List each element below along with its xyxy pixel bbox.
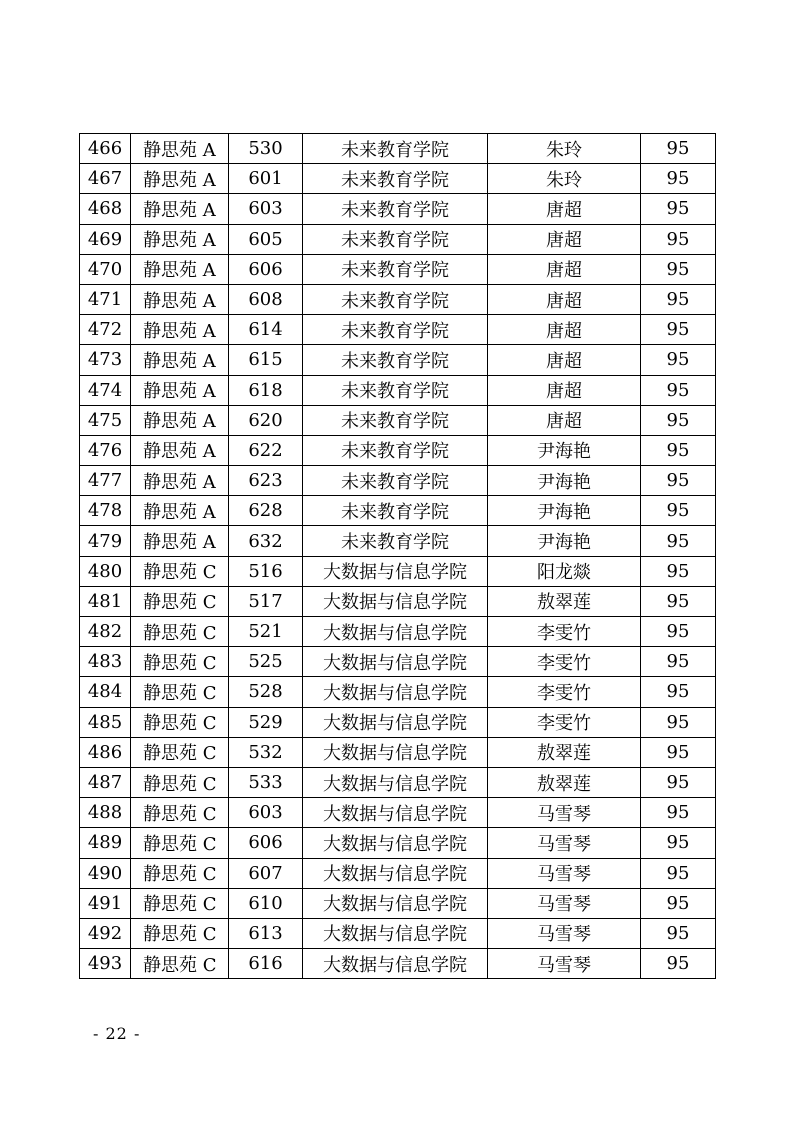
room-cell: 628 [229,496,303,526]
building-cell: 静思苑 A [131,496,229,526]
room-cell: 615 [229,345,303,375]
counselor-cell: 尹海艳 [488,526,641,556]
table-row [80,375,716,405]
room-cell: 607 [229,858,303,888]
table-row [80,949,716,979]
counselor-cell: 尹海艳 [488,496,641,526]
college-cell: 未来教育学院 [303,345,488,375]
room-cell: 632 [229,526,303,556]
college-cell: 未来教育学院 [303,224,488,254]
row-number-cell: 467 [80,164,131,194]
table-row [80,918,716,948]
building-cell: 静思苑 A [131,375,229,405]
row-number-cell: 474 [80,375,131,405]
score-cell: 95 [641,707,716,737]
table-row [80,888,716,918]
table-row [80,586,716,616]
building-cell: 静思苑 C [131,858,229,888]
row-number-cell: 485 [80,707,131,737]
row-number-cell: 472 [80,315,131,345]
row-number-cell: 481 [80,586,131,616]
college-cell: 未来教育学院 [303,526,488,556]
counselor-cell: 马雪琴 [488,798,641,828]
score-cell: 95 [641,918,716,948]
building-cell: 静思苑 A [131,345,229,375]
table-row [80,315,716,345]
room-cell: 606 [229,828,303,858]
college-cell: 大数据与信息学院 [303,918,488,948]
building-cell: 静思苑 A [131,435,229,465]
row-number-cell: 476 [80,435,131,465]
table-row [80,858,716,888]
row-number-cell: 483 [80,647,131,677]
counselor-cell: 敖翠莲 [488,737,641,767]
building-cell: 静思苑 A [131,164,229,194]
table-row [80,647,716,677]
college-cell: 大数据与信息学院 [303,586,488,616]
table-row [80,677,716,707]
counselor-cell: 唐超 [488,254,641,284]
table-row [80,254,716,284]
score-cell: 95 [641,526,716,556]
college-cell: 未来教育学院 [303,466,488,496]
counselor-cell: 李雯竹 [488,617,641,647]
row-number-cell: 492 [80,918,131,948]
row-number-cell: 477 [80,466,131,496]
college-cell: 未来教育学院 [303,194,488,224]
table-body [80,134,716,979]
row-number-cell: 471 [80,284,131,314]
counselor-cell: 尹海艳 [488,466,641,496]
building-cell: 静思苑 A [131,224,229,254]
table-row [80,284,716,314]
score-cell: 95 [641,767,716,797]
table-row [80,798,716,828]
college-cell: 未来教育学院 [303,405,488,435]
row-number-cell: 478 [80,496,131,526]
row-number-cell: 475 [80,405,131,435]
room-cell: 605 [229,224,303,254]
row-number-cell: 488 [80,798,131,828]
building-cell: 静思苑 C [131,949,229,979]
building-cell: 静思苑 A [131,526,229,556]
college-cell: 未来教育学院 [303,315,488,345]
counselor-cell: 李雯竹 [488,647,641,677]
row-number-cell: 466 [80,134,131,164]
score-cell: 95 [641,556,716,586]
college-cell: 大数据与信息学院 [303,677,488,707]
page-number: - 22 - [93,1024,141,1043]
building-cell: 静思苑 C [131,617,229,647]
room-cell: 528 [229,677,303,707]
table-row [80,224,716,254]
score-cell: 95 [641,164,716,194]
score-cell: 95 [641,405,716,435]
college-cell: 大数据与信息学院 [303,707,488,737]
score-cell: 95 [641,647,716,677]
room-cell: 606 [229,254,303,284]
row-number-cell: 470 [80,254,131,284]
row-number-cell: 493 [80,949,131,979]
table-row [80,737,716,767]
building-cell: 静思苑 C [131,828,229,858]
score-cell: 95 [641,315,716,345]
score-cell: 95 [641,888,716,918]
college-cell: 大数据与信息学院 [303,858,488,888]
score-cell: 95 [641,345,716,375]
building-cell: 静思苑 A [131,194,229,224]
counselor-cell: 唐超 [488,284,641,314]
room-cell: 532 [229,737,303,767]
score-cell: 95 [641,224,716,254]
college-cell: 大数据与信息学院 [303,949,488,979]
score-cell: 95 [641,375,716,405]
counselor-cell: 唐超 [488,345,641,375]
score-cell: 95 [641,284,716,314]
score-cell: 95 [641,466,716,496]
building-cell: 静思苑 C [131,918,229,948]
table-row [80,617,716,647]
room-cell: 614 [229,315,303,345]
counselor-cell: 李雯竹 [488,677,641,707]
room-cell: 525 [229,647,303,677]
building-cell: 静思苑 C [131,677,229,707]
counselor-cell: 马雪琴 [488,858,641,888]
building-cell: 静思苑 C [131,798,229,828]
counselor-cell: 唐超 [488,405,641,435]
table-row [80,828,716,858]
row-number-cell: 489 [80,828,131,858]
table-row [80,164,716,194]
row-number-cell: 468 [80,194,131,224]
college-cell: 未来教育学院 [303,375,488,405]
table-row [80,345,716,375]
counselor-cell: 唐超 [488,315,641,345]
room-cell: 530 [229,134,303,164]
table-row [80,707,716,737]
counselor-cell: 唐超 [488,375,641,405]
room-cell: 608 [229,284,303,314]
score-cell: 95 [641,858,716,888]
room-cell: 516 [229,556,303,586]
counselor-cell: 阳龙燚 [488,556,641,586]
room-cell: 529 [229,707,303,737]
room-cell: 603 [229,798,303,828]
table-row [80,134,716,164]
college-cell: 未来教育学院 [303,284,488,314]
college-cell: 大数据与信息学院 [303,828,488,858]
row-number-cell: 469 [80,224,131,254]
score-cell: 95 [641,677,716,707]
score-cell: 95 [641,194,716,224]
room-cell: 618 [229,375,303,405]
counselor-cell: 马雪琴 [488,828,641,858]
room-cell: 620 [229,405,303,435]
college-cell: 大数据与信息学院 [303,798,488,828]
college-cell: 未来教育学院 [303,254,488,284]
row-number-cell: 490 [80,858,131,888]
table-row [80,405,716,435]
row-number-cell: 484 [80,677,131,707]
counselor-cell: 唐超 [488,194,641,224]
table-row [80,496,716,526]
room-cell: 603 [229,194,303,224]
score-cell: 95 [641,586,716,616]
room-cell: 623 [229,466,303,496]
building-cell: 静思苑 C [131,556,229,586]
score-cell: 95 [641,435,716,465]
table-row [80,767,716,797]
college-cell: 未来教育学院 [303,496,488,526]
college-cell: 大数据与信息学院 [303,556,488,586]
table-row [80,194,716,224]
building-cell: 静思苑 A [131,254,229,284]
row-number-cell: 491 [80,888,131,918]
college-cell: 大数据与信息学院 [303,647,488,677]
counselor-cell: 马雪琴 [488,918,641,948]
building-cell: 静思苑 A [131,134,229,164]
score-cell: 95 [641,617,716,647]
counselor-cell: 马雪琴 [488,888,641,918]
row-number-cell: 473 [80,345,131,375]
building-cell: 静思苑 C [131,647,229,677]
row-number-cell: 482 [80,617,131,647]
counselor-cell: 唐超 [488,224,641,254]
college-cell: 大数据与信息学院 [303,888,488,918]
counselor-cell: 尹海艳 [488,435,641,465]
row-number-cell: 487 [80,767,131,797]
table-row [80,466,716,496]
counselor-cell: 敖翠莲 [488,767,641,797]
counselor-cell: 朱玲 [488,134,641,164]
building-cell: 静思苑 C [131,586,229,616]
score-cell: 95 [641,737,716,767]
building-cell: 静思苑 A [131,284,229,314]
building-cell: 静思苑 A [131,405,229,435]
counselor-cell: 朱玲 [488,164,641,194]
college-cell: 未来教育学院 [303,134,488,164]
score-cell: 95 [641,496,716,526]
score-cell: 95 [641,949,716,979]
row-number-cell: 480 [80,556,131,586]
room-cell: 613 [229,918,303,948]
room-cell: 616 [229,949,303,979]
row-number-cell: 479 [80,526,131,556]
college-cell: 大数据与信息学院 [303,737,488,767]
college-cell: 未来教育学院 [303,435,488,465]
room-cell: 533 [229,767,303,797]
building-cell: 静思苑 C [131,707,229,737]
dormitory-score-table [79,133,716,979]
college-cell: 未来教育学院 [303,164,488,194]
counselor-cell: 李雯竹 [488,707,641,737]
counselor-cell: 敖翠莲 [488,586,641,616]
room-cell: 521 [229,617,303,647]
score-cell: 95 [641,134,716,164]
row-number-cell: 486 [80,737,131,767]
building-cell: 静思苑 C [131,767,229,797]
room-cell: 601 [229,164,303,194]
room-cell: 622 [229,435,303,465]
counselor-cell: 马雪琴 [488,949,641,979]
college-cell: 大数据与信息学院 [303,617,488,647]
score-cell: 95 [641,798,716,828]
score-cell: 95 [641,828,716,858]
room-cell: 610 [229,888,303,918]
table-row [80,526,716,556]
score-cell: 95 [641,254,716,284]
building-cell: 静思苑 A [131,315,229,345]
building-cell: 静思苑 A [131,466,229,496]
table-row [80,556,716,586]
room-cell: 517 [229,586,303,616]
table-row [80,435,716,465]
college-cell: 大数据与信息学院 [303,767,488,797]
building-cell: 静思苑 C [131,737,229,767]
building-cell: 静思苑 C [131,888,229,918]
